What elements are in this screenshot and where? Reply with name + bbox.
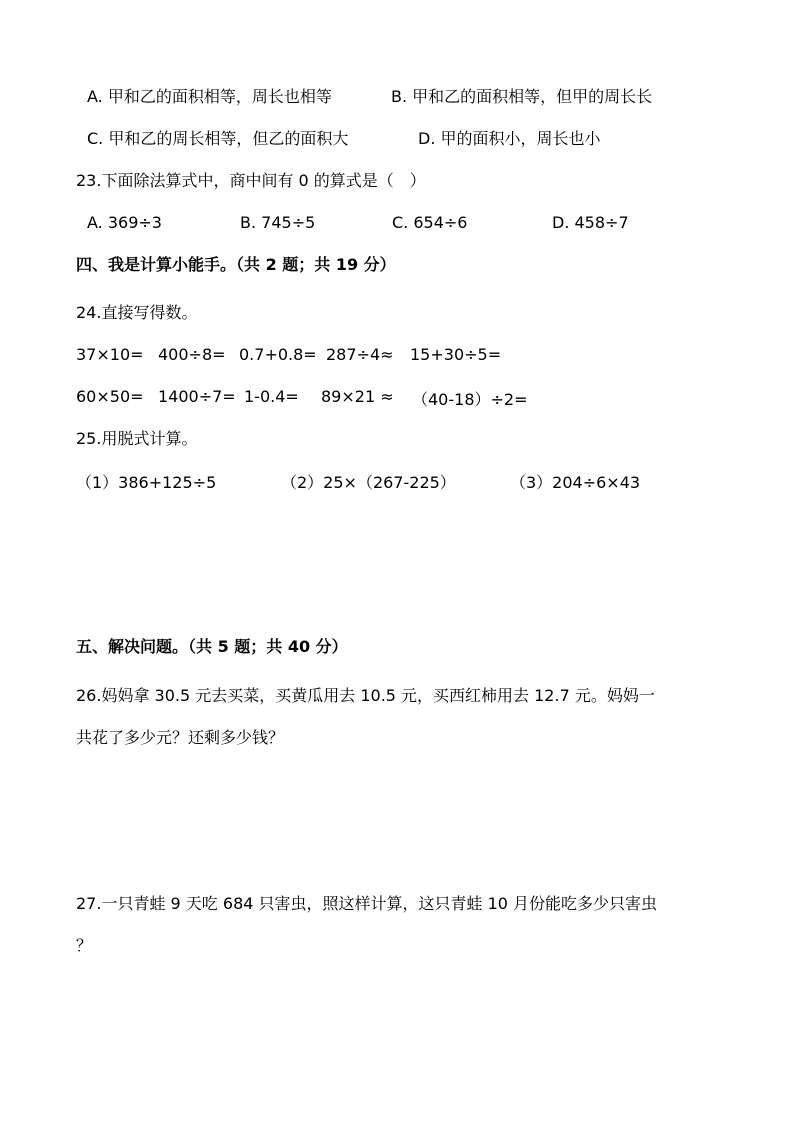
q24-row2-item: 60×50= [76, 387, 144, 406]
q23-stem: 23.下面除法算式中，商中间有 0 的算式是（ ） [76, 171, 426, 190]
q26-line-2: 共花了多少元？还剩多少钱？ [76, 728, 285, 747]
q24-stem: 24.直接写得数。 [76, 303, 198, 322]
q22-option-c: C. 甲和乙的周长相等，但乙的面积大 [87, 129, 349, 148]
q24-row2-item: （40-18）÷2= [412, 390, 528, 409]
q25-item-2: （2）25×（267-225） [281, 473, 456, 492]
q25-item-3: （3）204÷6×43 [510, 473, 641, 492]
q23-option-d: D. 458÷7 [552, 213, 629, 232]
q24-row2-item: 89×21 ≈ [321, 387, 394, 406]
q23-option-c: C. 654÷6 [392, 213, 468, 232]
q22-option-a: A. 甲和乙的面积相等，周长也相等 [87, 87, 332, 106]
q26-line-1: 26.妈妈拿 30.5 元去买菜，买黄瓜用去 10.5 元，买西红柿用去 12.7 元。妈妈一 [76, 686, 655, 705]
q24-row1-item: 287÷4≈ [326, 345, 394, 364]
q24-row1-item: 37×10= [76, 345, 144, 364]
q24-row1-item: 400÷8= [158, 345, 226, 364]
q27-line-2: ？ [76, 936, 93, 955]
q23-option-b: B. 745÷5 [240, 213, 316, 232]
q27-line-1: 27.一只青蛙 9 天吃 684 只害虫，照这样计算，这只青蛙 10 月份能吃多少只害虫 [76, 894, 658, 913]
q25-item-1: （1）386+125÷5 [76, 473, 217, 492]
q24-row1-item: 15+30÷5= [410, 345, 502, 364]
q22-option-d: D. 甲的面积小，周长也小 [418, 129, 601, 148]
q25-stem: 25.用脱式计算。 [76, 429, 198, 448]
q24-row1-item: 0.7+0.8= [239, 345, 317, 364]
q24-row2-item: 1400÷7= [158, 387, 236, 406]
q22-option-b: B. 甲和乙的面积相等，但甲的周长长 [391, 87, 653, 106]
section-4-title: 四、我是计算小能手。（共 2 题；共 19 分） [76, 255, 396, 274]
q24-row2-item: 1-0.4= [244, 387, 299, 406]
q23-option-a: A. 369÷3 [87, 213, 162, 232]
section-5-title: 五、解决问题。（共 5 题；共 40 分） [76, 637, 348, 656]
